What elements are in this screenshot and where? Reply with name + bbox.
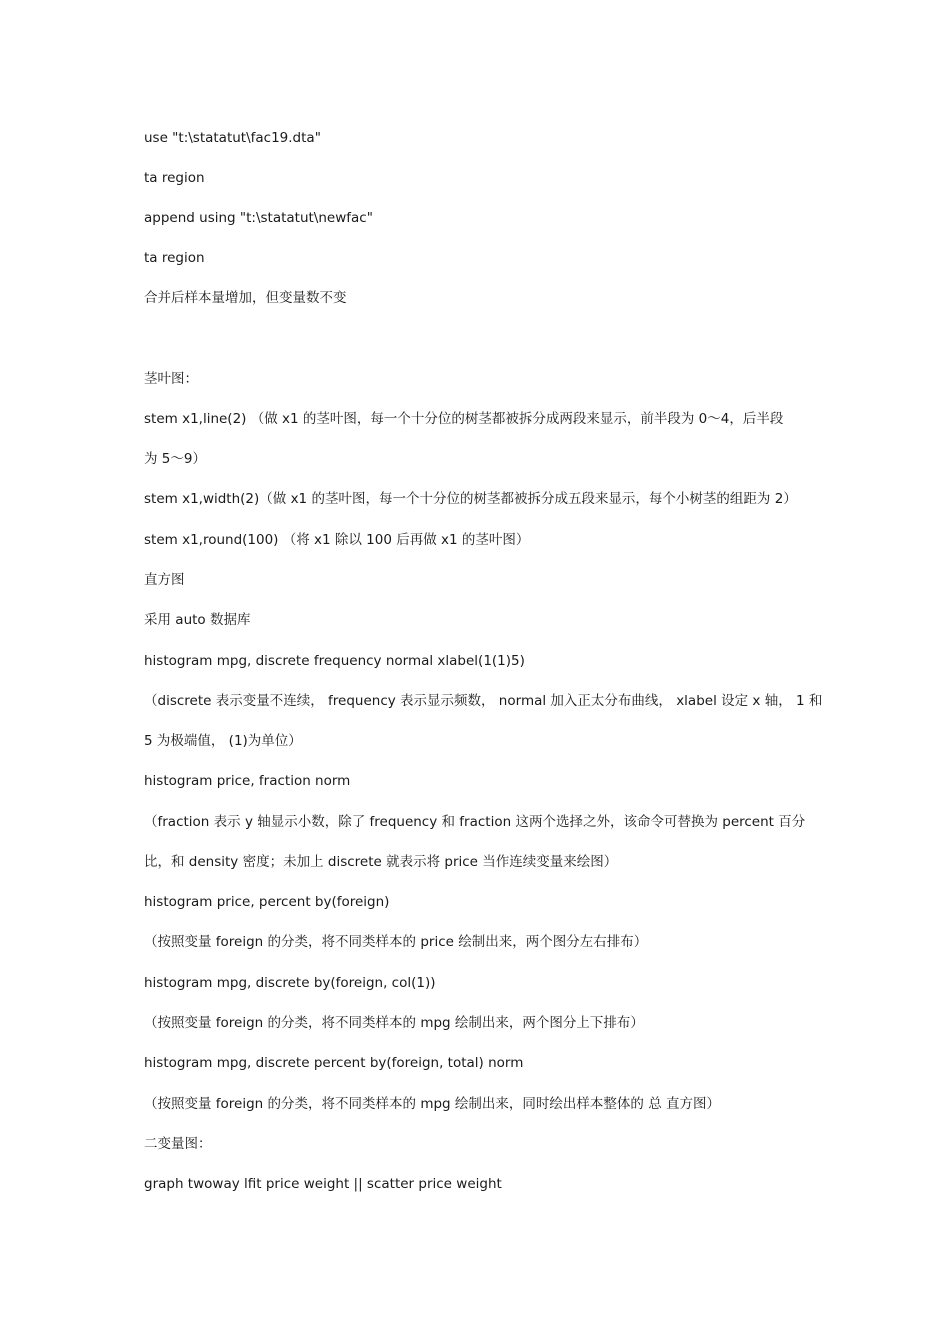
note-hist-mpg-cont: 5 为极端值， (1)为单位） <box>144 733 302 749</box>
code-line-append: append using "t:\statatut\newfac" <box>144 210 373 226</box>
code-line-stem-line: stem x1,line(2) （做 x1 的茎叶图，每一个十分位的树茎都被拆分成两段来显示，前半段为 0～4，后半段 <box>144 411 784 427</box>
code-line-ta-region-2: ta region <box>144 250 205 266</box>
note-hist-price-fraction-cont: 比，和 density 密度；未加上 discrete 就表示将 price 当作连续变量来绘图） <box>144 854 618 870</box>
note-hist-mpg-col: （按照变量 foreign 的分类，将不同类样本的 mpg 绘制出来，两个图分上下排布） <box>144 1015 644 1031</box>
code-line-ta-region: ta region <box>144 170 205 186</box>
code-line-stem-width: stem x1,width(2)（做 x1 的茎叶图，每一个十分位的树茎都被拆分成五段来显示，每个小树茎的组距为 2） <box>144 491 797 507</box>
note-hist-mpg: （discrete 表示变量不连续， frequency 表示显示频数， normal 加入正太分布曲线， xlabel 设定 x 轴， 1 和 <box>144 693 823 709</box>
note-merge: 合并后样本量增加，但变量数不变 <box>144 290 347 306</box>
heading-stem-leaf: 茎叶图： <box>144 371 198 387</box>
code-line-hist-mpg-total: histogram mpg, discrete percent by(foreign, total) norm <box>144 1055 524 1071</box>
code-line-use: use "t:\statatut\fac19.dta" <box>144 130 321 146</box>
code-line-hist-mpg: histogram mpg, discrete frequency normal xlabel(1(1)5) <box>144 653 525 669</box>
code-line-stem-round: stem x1,round(100) （将 x1 除以 100 后再做 x1 的茎叶图） <box>144 532 530 548</box>
note-auto-db: 采用 auto 数据库 <box>144 612 251 628</box>
heading-histogram: 直方图 <box>144 572 185 588</box>
note-hist-price-fraction: （fraction 表示 y 轴显示小数，除了 frequency 和 fraction 这两个选择之外，该命令可替换为 percent 百分 <box>144 814 806 830</box>
code-line-hist-price-fraction: histogram price, fraction norm <box>144 773 351 789</box>
note-hist-price-percent: （按照变量 foreign 的分类，将不同类样本的 price 绘制出来，两个图分左右排布） <box>144 934 648 950</box>
heading-two-variable: 二变量图： <box>144 1136 212 1152</box>
code-line-hist-price-percent: histogram price, percent by(foreign) <box>144 894 390 910</box>
code-line-hist-mpg-col: histogram mpg, discrete by(foreign, col(1)) <box>144 975 436 991</box>
note-hist-mpg-total: （按照变量 foreign 的分类，将不同类样本的 mpg 绘制出来，同时绘出样本整体的 总 直方图） <box>144 1096 720 1112</box>
code-line-stem-line-cont: 为 5～9） <box>144 451 206 467</box>
code-line-twoway: graph twoway lfit price weight || scatter price weight <box>144 1176 502 1192</box>
